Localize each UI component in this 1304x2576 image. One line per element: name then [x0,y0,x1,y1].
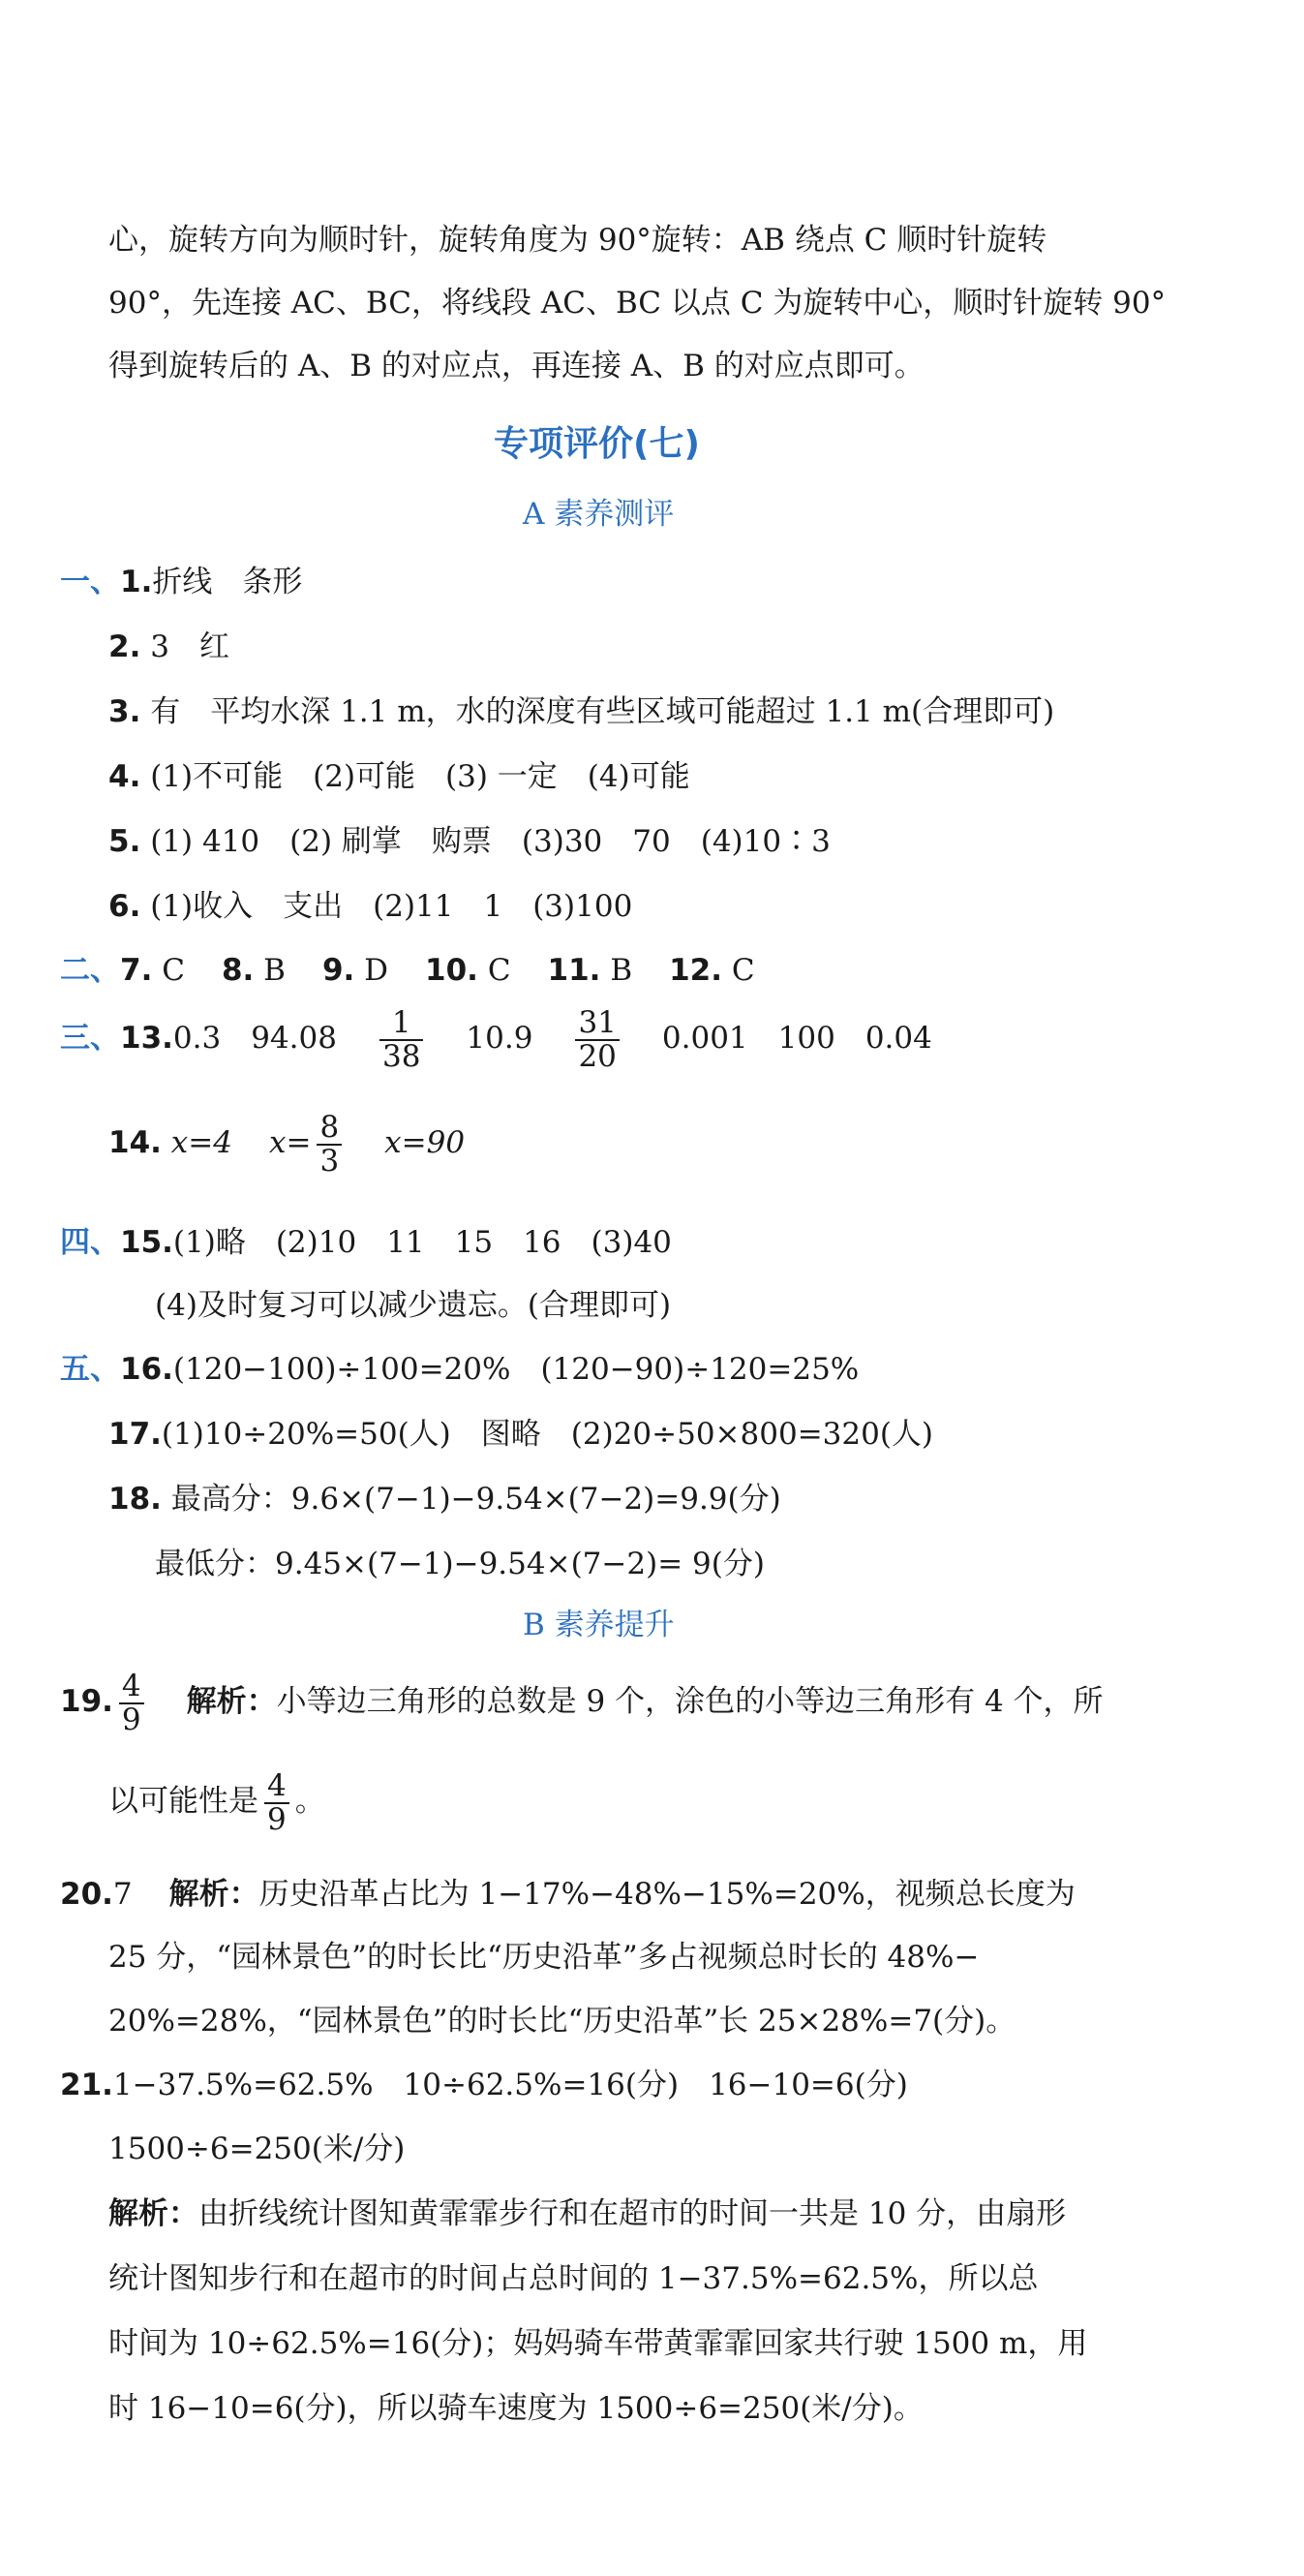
answer-row-21-cont: 1500÷6=250(米/分) [108,2131,406,2166]
answer-text: 历史沿革占比为 1−17%−48%−15%=20%，视频总长度为 [258,1877,1076,1912]
question-number: 14. [108,1125,162,1161]
answer-row-20 [60,1869,1076,1913]
answer-row-3 [108,687,1054,730]
answer-text: C [731,953,755,988]
question-number: 5. [108,824,141,859]
section-label: 五、 [60,1352,120,1387]
question-number: 7. [120,953,153,988]
answer-text: (1)不可能 (2)可能 (3) 一定 (4)可能 [150,759,690,794]
answer-text: 1−37.5%=62.5% 10÷62.5%=16(分) 16−10=6(分) [112,2068,908,2102]
answer-row-13 [60,1007,932,1072]
answer-text: x=90 [384,1125,466,1161]
answer-text: B [263,953,286,988]
analysis-row-21-cont: 统计图知步行和在超市的时间占总时间的 1−37.5%=62.5%，所以总 [108,2261,1039,2296]
fraction: $\frac{1}{38}$ [379,1007,423,1072]
answer-text: x=4 [170,1125,232,1161]
fraction: $\frac{8}{3}$ [317,1112,342,1177]
analysis-row-21 [108,2189,1066,2232]
answer-text: (1)10÷20%=50(人) 图略 (2)20÷50×800=320(人) [161,1417,934,1452]
answer-row-16 [60,1344,859,1388]
question-number: 15. [120,1225,173,1260]
question-number: 19. [60,1684,113,1720]
answer-text: (120−100)÷100=20% (120−90)÷120=25% [172,1352,860,1387]
question-number: 20. [60,1877,113,1912]
analysis-label: 解析： [108,2196,198,2231]
section-label: 三、 [60,1021,120,1057]
answer-row-2 [108,622,229,665]
answer-row-17 [108,1409,933,1453]
answer-row-21 [60,2060,908,2103]
answer-text: D [364,953,389,988]
answer-row-5 [108,816,831,860]
answer-row-19-cont [108,1770,325,1835]
answer-text: (1)略 (2)10 11 15 16 (3)40 [172,1225,672,1260]
answer-text: 。 [294,1784,325,1820]
section-label: 一、 [60,565,120,599]
answer-row-18 [108,1474,781,1518]
question-number: 16. [120,1352,173,1387]
question-number: 21. [60,2068,113,2102]
answer-row-15-cont: (4)及时复习可以减少遗忘。(合理即可) [155,1288,672,1323]
analysis-label: 解析： [186,1684,277,1720]
answer-text: (1) 410 (2) 刷掌 购票 (3)30 70 (4)10∶3 [150,824,831,859]
question-number: 2. [108,629,141,664]
answer-text: 10.9 [466,1021,533,1057]
analysis-label: 解析： [168,1877,259,1912]
section-label: 四、 [60,1225,120,1260]
answer-row-20-cont: 25 分，“园林景色”的时长比“历史沿革”多占视频总时长的 48%− [108,1940,980,1975]
question-number: 13. [120,1021,173,1057]
section-label: 二、 [60,953,120,988]
answer-row-1 [60,557,302,600]
question-number: 10. [425,953,478,988]
question-number: 1. [120,565,153,599]
intro-line-2: 90°，先连接 AC、BC，将线段 AC、BC 以点 C 为旋转中心，顺时针旋转 90° [108,286,1167,321]
question-number: 4. [108,759,141,794]
answer-row-20-cont2: 20%=28%，“园林景色”的时长比“历史沿革”长 25×28%=7(分)。 [108,2004,1016,2039]
answer-row-15 [60,1217,672,1261]
analysis-row-21-cont3: 时 16−10=6(分)，所以骑车速度为 1500÷6=250(米/分)。 [108,2391,924,2426]
section-a-title: A 素养测评 [523,497,675,532]
question-number: 12. [669,953,723,988]
fraction: $\frac{4}{9}$ [119,1671,144,1735]
answer-text: 小等边三角形的总数是 9 个，涂色的小等边三角形有 4 个，所 [276,1684,1104,1720]
intro-line-1: 心，旋转方向为顺时针，旋转角度为 90°旋转：AB 绕点 C 顺时针旋转 [108,223,1047,258]
answer-row-19 [60,1671,1104,1735]
question-number: 6. [108,889,141,924]
answer-text: 7 [112,1877,133,1912]
question-number: 18. [108,1482,162,1517]
fraction: $\frac{4}{9}$ [264,1770,289,1835]
answer-text: 以可能性是 [108,1784,258,1820]
analysis-row-21-cont2: 时间为 10÷62.5%=16(分)；妈妈骑车带黄霏霏回家共行驶 1500 m，用 [108,2326,1088,2361]
answer-text: 0.001 100 0.04 [661,1021,932,1057]
answer-text: 折线 条形 [152,565,303,599]
answer-text: 由折线统计图知黄霏霏步行和在超市的时间一共是 10 分，由扇形 [198,2196,1067,2231]
answer-text: 最高分：9.6×(7−1)−9.54×(7−2)=9.9(分) [170,1482,781,1517]
question-number: 8. [221,953,255,988]
intro-line-3: 得到旋转后的 A、B 的对应点，再连接 A、B 的对应点即可。 [108,349,925,383]
answer-text: 0.3 94.08 [172,1021,337,1057]
answer-text: C [487,953,511,988]
question-number: 9. [321,953,355,988]
question-number: 3. [108,694,141,729]
section-b-title: B 素养提升 [523,1608,675,1642]
answer-text: (1)收入 支出 (2)11 1 (3)100 [150,889,633,924]
answer-row-7-12 [60,945,755,989]
answer-row-14 [108,1112,465,1177]
answer-text: C [162,953,185,988]
answer-text: 3 红 [150,629,229,664]
answer-row-4 [108,751,690,795]
answer-row-6 [108,881,632,925]
question-number: 17. [108,1417,162,1452]
answer-text: B [610,953,633,988]
question-number: 11. [547,953,601,988]
answer-row-18-cont: 最低分：9.45×(7−1)−9.54×(7−2)= 9(分) [155,1547,765,1581]
answer-text: 有 平均水深 1.1 m，水的深度有些区域可能超过 1.1 m(合理即可) [150,694,1055,729]
answer-text: x= [268,1125,312,1161]
fraction: $\frac{31}{20}$ [575,1007,619,1072]
page-title: 专项评价(七) [494,424,700,464]
